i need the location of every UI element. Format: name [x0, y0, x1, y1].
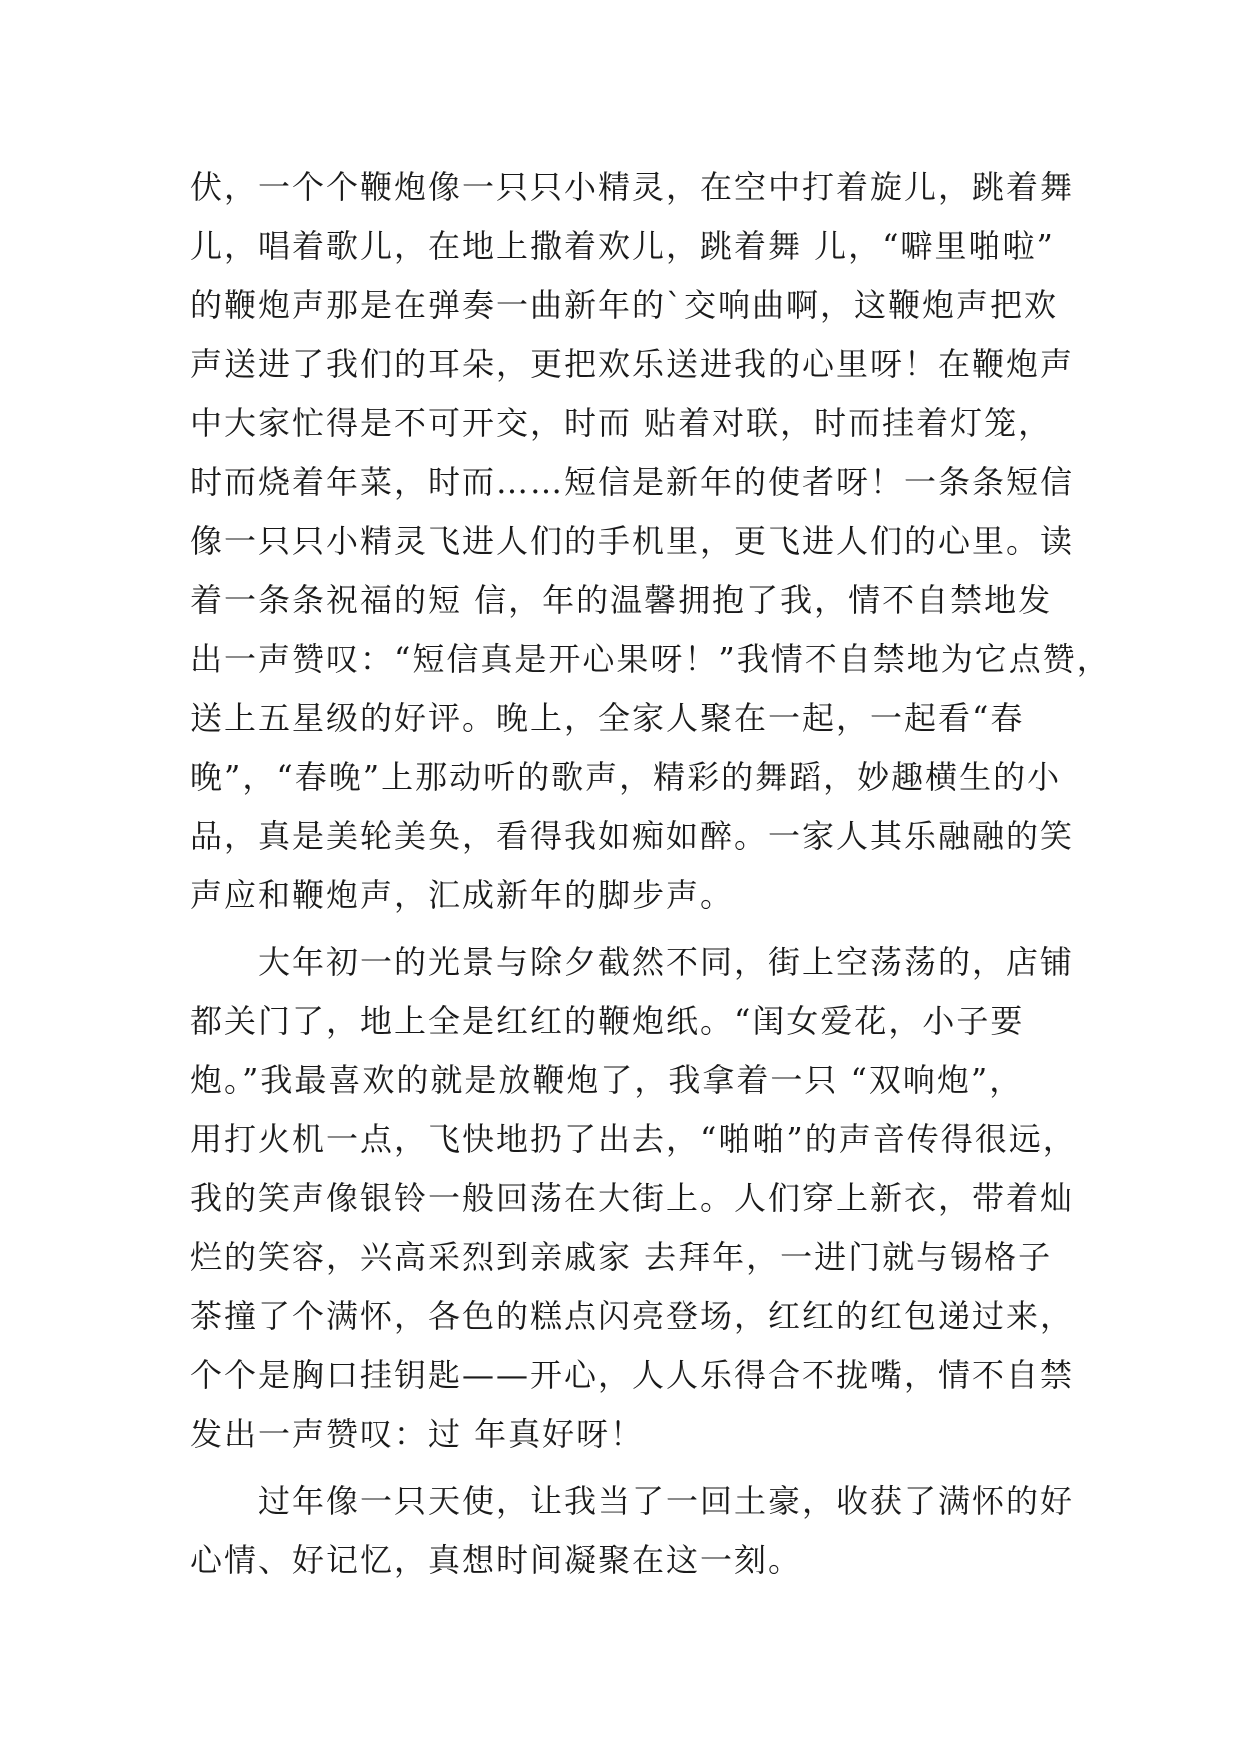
text-line: 品，真是美轮美奂，看得我如痴如醉。一家人其乐融融的笑	[190, 817, 1075, 855]
text-line: 儿，唱着歌儿，在地上撒着欢儿，跳着舞 儿，“噼里啪啦”	[190, 227, 1055, 265]
paragraph-1	[190, 158, 1111, 925]
text-line: 我的笑声像银铃一般回荡在大街上。人们穿上新衣，带着灿	[190, 1179, 1075, 1217]
paragraph-3	[190, 1472, 1075, 1590]
text-line: 晚”，“春晚”上那动听的歌声，精彩的舞蹈，妙趣横生的小	[190, 758, 1062, 796]
text-line: 茶撞了个满怀，各色的糕点闪亮登场，红红的红包递过来，	[190, 1297, 1075, 1335]
paragraph-gap	[190, 1464, 1070, 1472]
text-line: 都关门了，地上全是红红的鞭炮纸。“闺女爱花，小子要	[190, 1002, 1025, 1040]
text-line: 出一声赞叹：“短信真是开心果呀！”我情不自禁地为它点赞，	[190, 640, 1111, 678]
text-line: 伏，一个个鞭炮像一只只小精灵，在空中打着旋儿，跳着舞	[190, 168, 1075, 206]
text-line: 中大家忙得是不可开交，时而 贴着对联，时而挂着灯笼，	[190, 404, 1053, 442]
text-line: 炮。”我最喜欢的就是放鞭炮了，我拿着一只 “双响炮”，	[190, 1061, 1024, 1099]
text-line: 像一只只小精灵飞进人们的手机里，更飞进人们的心里。读	[190, 522, 1075, 560]
paragraph-gap	[190, 925, 1070, 933]
text-line: 着一条条祝福的短 信，年的温馨拥抱了我，情不自禁地发	[190, 581, 1053, 619]
text-line: 声送进了我们的耳朵，更把欢乐送进我的心里呀！在鞭炮声	[190, 345, 1075, 383]
text-line-indented: 过年像一只天使，让我当了一回土豪，收获了满怀的好	[258, 1482, 1075, 1520]
document-body	[190, 158, 1111, 1590]
text-line: 送上五星级的好评。晚上，全家人聚在一起，一起看“春	[190, 699, 1025, 737]
text-line-indented: 大年初一的光景与除夕截然不同，街上空荡荡的，店铺	[258, 943, 1075, 981]
text-line: 的鞭炮声那是在弹奏一曲新年的`交响曲啊，这鞭炮声把欢	[190, 286, 1059, 324]
text-line: 个个是胸口挂钥匙——开心，人人乐得合不拢嘴，情不自禁	[190, 1356, 1075, 1394]
text-line: 发出一声赞叹：过 年真好呀！	[190, 1415, 645, 1453]
text-line: 烂的笑容，兴高采烈到亲戚家 去拜年，一进门就与锡格子	[190, 1238, 1053, 1276]
text-line: 心情、好记忆，真想时间凝聚在这一刻。	[190, 1541, 803, 1579]
paragraph-2	[190, 933, 1077, 1464]
text-line: 声应和鞭炮声，汇成新年的脚步声。	[190, 876, 735, 914]
text-line: 时而烧着年菜，时而……短信是新年的使者呀！一条条短信	[190, 463, 1075, 501]
text-line: 用打火机一点，飞快地扔了出去，“啪啪”的声音传得很远，	[190, 1120, 1077, 1158]
